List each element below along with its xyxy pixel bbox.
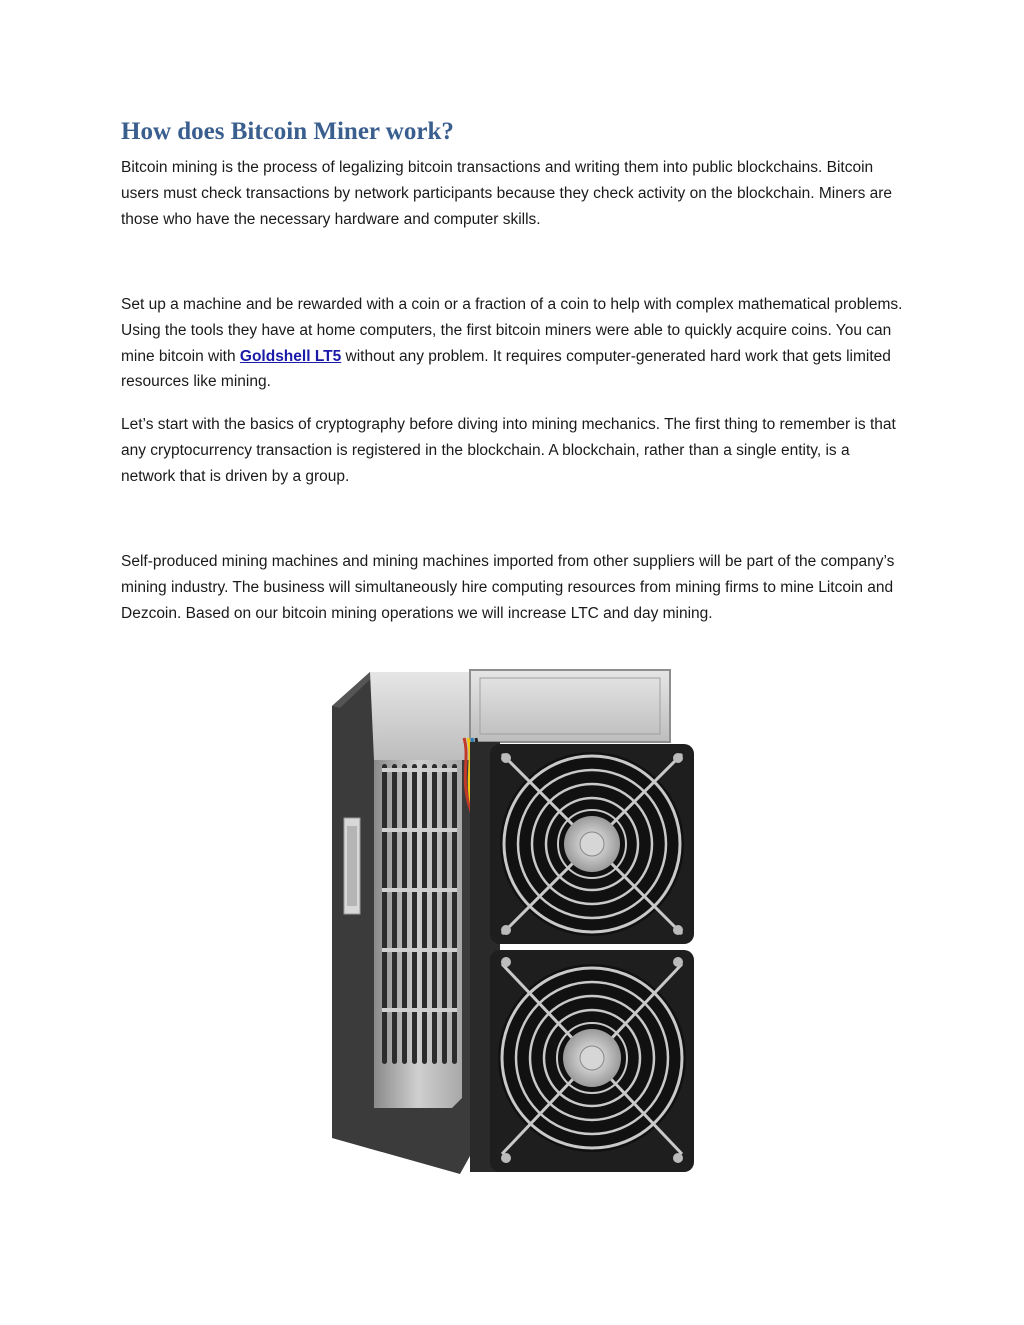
paragraph-setup-text-end: without any problem. It requires computer-generated hard work that gets limited resources like mining. [121, 347, 891, 391]
upper-fan [490, 744, 694, 944]
goldshell-lt5-link[interactable]: Goldshell LT5 [239, 347, 342, 365]
paragraph-setup [121, 292, 906, 395]
paragraph-setup-text-start: Set up a machine and be rewarded with a coin or a fraction of a coin to help with complex mathematical problems. Using the tools they have at home computers, the first bitcoin miners were able to quickly acquire coins. You can mine bitcoin with [121, 296, 903, 365]
paragraph-industry: Self-produced mining machines and mining machines imported from other suppliers will be part of the company’s mining industry. The business will simultaneously hire computing resources from mining firms to mine Litcoin and Dezcoin. Based on our bitcoin mining operations we will increase LTC and day mining. [121, 553, 895, 622]
paragraph-intro: Bitcoin mining is the process of legalizing bitcoin transactions and writing them into public blockchains. Bitcoin users must check transactions by network participants because they check activity on the blockchain. Miners are those who have the necessary hardware and computer skills. [121, 159, 893, 228]
article-title: How does Bitcoin Miner work? [121, 118, 454, 145]
miner-image [330, 668, 696, 1176]
paragraph-cryptography: Let’s start with the basics of cryptography before diving into mining mechanics. The first thing to remember is that any cryptocurrency transaction is registered in the blockchain. A blockchain, rather than a single entity, is a network that is driven by a group. [121, 416, 896, 485]
lower-fan [490, 950, 694, 1172]
miner-illustration [330, 668, 696, 1176]
